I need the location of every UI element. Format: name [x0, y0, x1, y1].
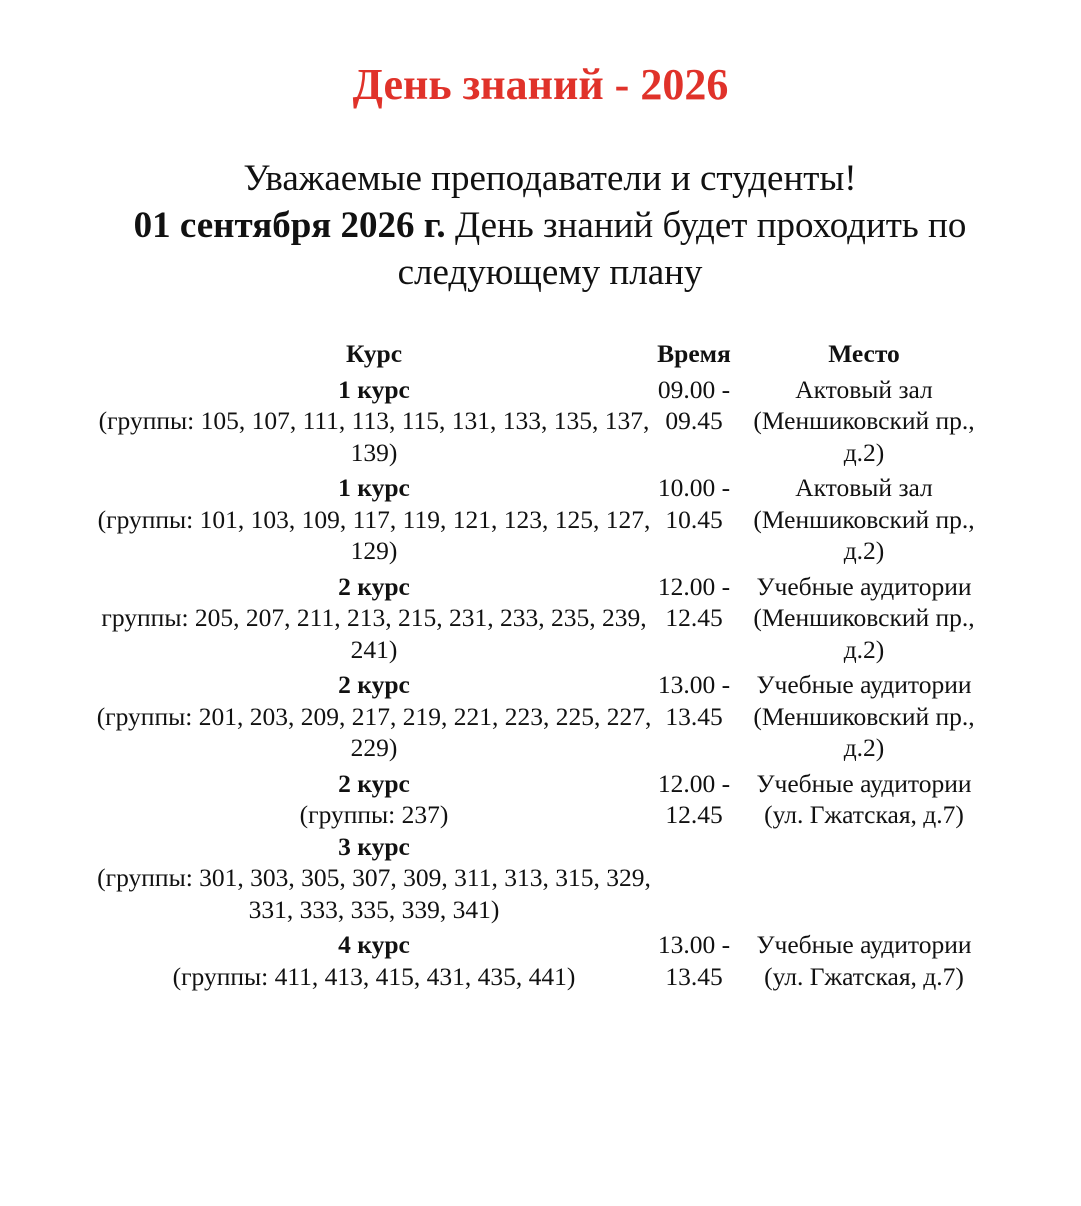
place-cell: Учебные аудитории (ул. Гжатская, д.7) [756, 930, 972, 991]
place-cell: Учебные аудитории (Меншиковский пр., д.2) [753, 571, 975, 664]
course-name: 4 курс [338, 930, 410, 959]
place-cell: Актовый зал (Меншиковский пр., д.2) [753, 374, 975, 467]
header-place: Место [828, 339, 900, 368]
time-cell: 10.00 - 10.45 [657, 473, 731, 534]
intro-greeting: Уважаемые преподаватели и студенты! [243, 158, 857, 199]
course-groups: (группы: 301, 303, 305, 307, 309, 311, 313, 315, 329, 331, 333, 335, 339, 341) [97, 863, 651, 924]
course-cell [94, 571, 654, 670]
schedule-table [94, 338, 994, 992]
header-time: Время [657, 339, 731, 368]
course-groups: группы: 205, 207, 211, 213, 215, 231, 233, 235, 239, 241) [101, 603, 647, 664]
table-header-row [94, 338, 994, 374]
table-row [94, 768, 994, 930]
table-row [94, 571, 994, 670]
course-groups: (группы: 101, 103, 109, 117, 119, 121, 123, 125, 127, 129) [97, 504, 651, 565]
intro-paragraph [40, 155, 1060, 296]
place-cell: Актовый зал (Меншиковский пр., д.2) [753, 473, 975, 565]
time-cell: 13.00 - 13.45 [657, 670, 731, 731]
table-row [94, 374, 994, 473]
table-row [94, 669, 994, 768]
time-cell: 13.00 - 13.45 [657, 930, 731, 991]
course-name: 1 курс [338, 374, 410, 404]
time-cell: 12.00 - 12.45 [657, 768, 731, 829]
course-name: 2 курс [338, 768, 410, 798]
course-cell [94, 768, 654, 930]
course-cell [94, 929, 654, 992]
course-groups: (группы: 237) [299, 800, 449, 829]
course-groups: (группы: 411, 413, 415, 431, 435, 441) [172, 961, 576, 991]
course-name: 1 курс [338, 473, 410, 502]
place-cell: Учебные аудитории (ул. Гжатская, д.7) [756, 768, 972, 829]
place-cell: Учебные аудитории (Меншиковский пр., д.2) [753, 670, 975, 762]
table-row [94, 472, 994, 571]
intro-date: 01 сентября 2026 г. [133, 205, 446, 246]
time-cell: 09.00 - 09.45 [657, 374, 731, 435]
course-name: 3 курс [338, 831, 410, 861]
course-cell [94, 374, 654, 473]
header-course: Курс [345, 339, 403, 368]
course-cell [94, 472, 654, 571]
page-title: День знаний - 2026 [352, 60, 729, 109]
table-row [94, 929, 994, 992]
course-name: 2 курс [338, 670, 410, 699]
course-groups: (группы: 201, 203, 209, 217, 219, 221, 223, 225, 227, 229) [96, 701, 652, 762]
intro-text: День знаний будет проходить по следующему плану [397, 205, 967, 293]
course-groups: (группы: 105, 107, 111, 113, 115, 131, 133, 135, 137, 139) [98, 406, 650, 467]
time-cell: 12.00 - 12.45 [657, 571, 731, 632]
course-name: 2 курс [338, 571, 410, 601]
course-cell [94, 669, 654, 768]
